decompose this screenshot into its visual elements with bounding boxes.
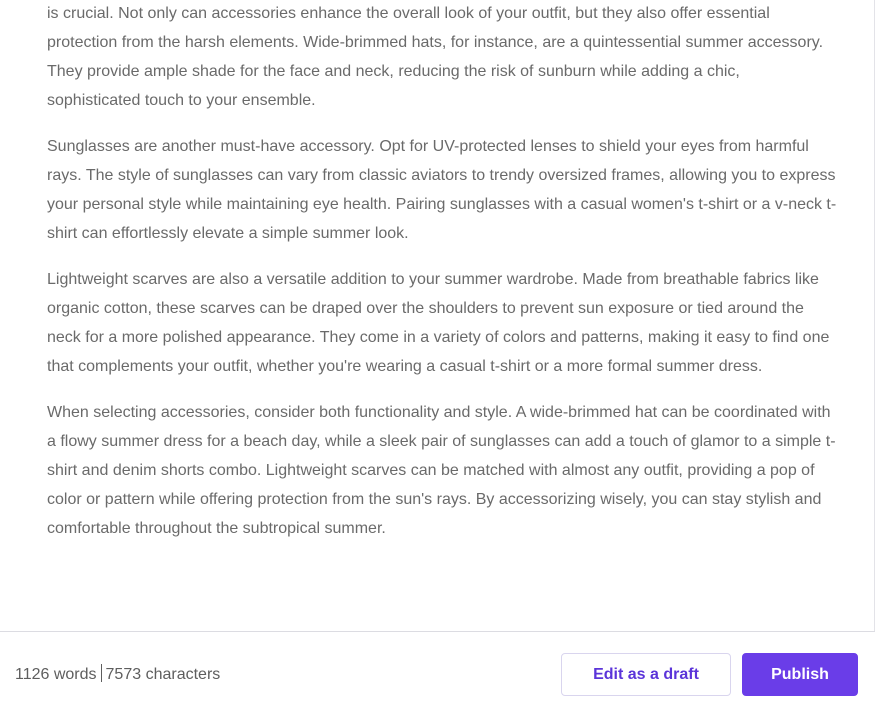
article-body[interactable] (47, 0, 837, 632)
count-divider (101, 664, 102, 682)
character-count: 7573 characters (105, 666, 221, 683)
publish-button[interactable]: Publish (742, 653, 858, 696)
paragraph: is crucial. Not only can accessories enhance the overall look of your outfit, but they also offer essential protection from the harsh elements. Wide-brimmed hats, for instance, are a quintessential summer accessory. They provide ample shade for the face and neck, reducing the risk of sunburn while adding a chic, sophisticated touch to your ensemble. (47, 5, 824, 109)
word-character-count (15, 664, 220, 684)
paragraph: Lightweight scarves are also a versatile addition to your summer wardrobe. Made from breathable fabrics like organic cotton, these scarves can be draped over the shoulders to prevent sun exposure or tied around the neck for a more polished appearance. They come in a variety of colors and patterns, making it easy to find one that complements your outfit, whether you're wearing a casual t-shirt or a more formal summer dress. (47, 271, 830, 375)
word-count: 1126 words (15, 666, 97, 683)
editor-footer (0, 631, 875, 713)
edit-as-draft-button[interactable]: Edit as a draft (561, 653, 731, 696)
paragraph: When selecting accessories, consider both functionality and style. A wide-brimmed hat can be coordinated with a flowy summer dress for a beach day, while a sleek pair of sunglasses can add a touch of glamor to a simple t-shirt and denim shorts combo. Lightweight scarves can be matched with almost any outfit, providing a pop of color or pattern while offering protection from the sun's rays. By accessorizing wisely, you can stay stylish and comfortable throughout the subtropical summer. (47, 404, 836, 537)
paragraph: Sunglasses are another must-have accessory. Opt for UV-protected lenses to shield your eyes from harmful rays. The style of sunglasses can vary from classic aviators to trendy oversized frames, allowing you to express your personal style while maintaining eye health. Pairing sunglasses with a casual women's t-shirt or a v-neck t-shirt can effortlessly elevate a simple summer look. (47, 138, 837, 242)
